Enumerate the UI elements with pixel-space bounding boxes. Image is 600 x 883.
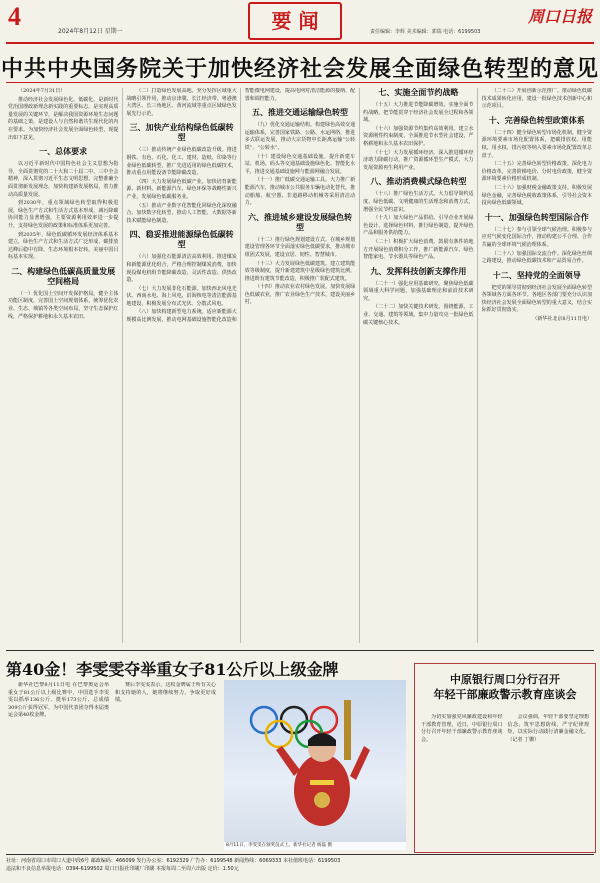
article-paragraph: （五）推动产业数字化智能化同绿色化深度融合。加快数字化转型，推动人工智能、大数据等新技术赋能绿色制造。 (126, 202, 237, 224)
article-paragraph: 到2035年，绿色低碳循环发展经济体系基本建立，绿色生产方式和生活方式广泛形成，碳排放达峰后稳中有降，生态环境根本好转，美丽中国目标基本实现。 (8, 231, 119, 261)
masthead-divider (6, 42, 594, 44)
article-paragraph: （二十二）加快关键技术研发。围绕能源、工业、交通、建筑等领域，集中力量攻克一批绿色低碳关键核心技术。 (363, 304, 474, 326)
bank-news-headline-line1: 中原银行周口分行召开 (450, 673, 560, 686)
article-paragraph: （二十八）加强国际交流合作。深化绿色丝绸之路建设，推动绿色低碳技术和产品贸易合作。 (481, 250, 592, 265)
section-heading: 六、推进城乡建设发展绿色转型 (247, 212, 352, 232)
article-paragraph: 到2030年，重点领域绿色转型取得积极进展，绿色生产方式和生活方式基本形成，减污降碳协同能力显著增强，主要资源利用效率进一步提升，支持绿色发展的政策和标准体系更加完善。 (8, 200, 119, 229)
bank-news-headline (415, 672, 595, 702)
torch-icon (344, 700, 351, 760)
editor-credits: 责任编辑：李辉 美术编辑：郭瑞 电话：6199503 (370, 29, 481, 35)
article-body (8, 88, 592, 643)
footer-printing-info: 违法和不良信息举报电话：0394-6199502 周口日报社印刷厂印刷 本报每周二至周六出版 定价：1.50元 (6, 866, 239, 872)
article-paragraph: （九）优化交通运输结构。构建绿色高效交通运输体系，完善国家铁路、公路、水运网络，推进多式联运发展，推动大宗货物中长距离运输“公转铁”、“公转水”。 (244, 122, 356, 151)
article-paragraph: （十四）推动农业农村绿色发展。加快发展绿色低碳农业，推广农业绿色生产技术，建设美丽乡村。 (244, 284, 356, 306)
article-paragraph: 以习近平新时代中国特色社会主义思想为指导，全面贯彻党的二十大和二十届二中、三中全会精神，深入贯彻习近平生态文明思想，完整准确全面贯彻新发展理念，加快构建新发展格局，着力推动高质量发展。 (8, 161, 119, 198)
main-headline: 中共中央国务院关于加快经济社会发展全面绿色转型的意见 (0, 56, 599, 82)
weightlifter-photo (224, 680, 406, 850)
article-paragraph: （二）打造绿色发展高地。充分发挥区域重大战略引领作用，推动京津冀、长江经济带、粤港澳大湾区、长三角地区、黄河流域等重点区域绿色发展先行示范。 (126, 88, 237, 117)
section-heading: 七、实施全面节约战略 (378, 88, 459, 97)
section-heading: 十一、加强绿色转型国际合作 (484, 212, 589, 222)
article-paragraph: （三）推动传统产业绿色低碳改造升级。推进钢铁、有色、石化、化工、建材、造纸、印染等行业绿色低碳转型，推广先进适用的绿色低碳技术，推动重点用能设备节能降碳改造。 (126, 147, 237, 177)
article-paragraph: （十三）大力发展绿色低碳建筑。建立建筑能效等级制度，提升新建建筑中星级绿色建筑比例，推进既有建筑节能改造，积极推广装配式建筑。 (244, 260, 356, 282)
newspaper-logo: 周口日报 (527, 7, 592, 26)
bank-news-paragraph: 为切实加强党风廉政建设和年轻干部教育管理，近日，中原银行周口分行召开年轻干部廉政警示教育座谈会。 (421, 714, 503, 743)
footer-address: 社址：河南省周口市周口大道中段6号 邮政编码：466099 发行办公室：6192329 广告办：6199548 新闻热线：6069333 本社值班电话：6199503 (6, 858, 341, 864)
intro-paragraph: （2024年7月31日） (18, 88, 66, 94)
intro-paragraph: 推动经济社会发展绿色化、低碳化，是新时代党治国理政新理念新实践的重要标志，是实现高质量发展的关键环节，是解决我国资源环境生态问题的基础之策，是建设人与自然和谐共生现代化的内在要求。为加快经济社会发展全面绿色转型，现提出如下意见。 (8, 96, 119, 141)
bank-news-headline-line2: 年轻干部廉政警示教育座谈会 (433, 688, 577, 701)
article-paragraph: （十七）大力发展循环经济。深入推进循环经济助力降碳行动，推广资源循环型生产模式，大力发展资源再生利用产业。 (363, 149, 474, 171)
masthead (0, 0, 600, 42)
gold-medal-icon (314, 792, 330, 808)
section-heading: 十、完善绿色转型政策体系 (488, 115, 585, 125)
article-paragraph: （一）优化国土空间开发保护格局。健全主体功能区制度，完善国土空间规划体系，统筹优化农业、生态、城镇等各类空间布局，坚守生态保护红线，严格保护耕地和永久基本农田。 (8, 290, 119, 320)
article-paragraph: （十）建设绿色交通基础设施。提升新建车站、机场、码头等交通基础设施绿色化、智能化水平，推进交通基础设施网与能源网融合发展。 (244, 153, 356, 175)
section-heading: 八、推动消费模式绿色转型 (370, 177, 467, 187)
headline-divider (6, 82, 594, 83)
section-heading: 九、发挥科技创新支撑作用 (370, 266, 467, 276)
article-paragraph: （十六）加强资源节约集约高效利用。建立水资源刚性约束制度，全面推进节水型社会建设，严格耕地和永久基本农田保护。 (363, 125, 474, 147)
bottom-section-divider (6, 650, 594, 651)
article-paragraph: （二十三）开展创新示范推广。推动绿色低碳技术成果转化应用，建设一批绿色技术创新中心和示范项目。 (481, 88, 592, 110)
article-paragraph: （二十）积极扩大绿色消费。鼓励有条件的地方开展绿色消费积分工作，推广新能源汽车、绿色智能家电、节水器具等绿色产品。 (363, 238, 474, 261)
article-paragraph: （七）大力发展非化石能源。加快西北风电光伏、西南水电、海上风电、沿海核电等清洁能源基地建设，积极发展分布式光伏、分散式风电。 (126, 285, 237, 307)
bank-news-paragraph: 会议强调，年轻干部要坚定理想信念，筑牢思想防线，严守纪律规矩，以实际行动践行清廉金融文化。（记者 丁姗） (507, 714, 589, 743)
section-heading: 三、加快产业结构绿色低碳转型 (129, 123, 234, 143)
section-heading: 四、稳妥推进能源绿色低碳转型 (129, 230, 234, 250)
article-paragraph: （八）加快构建新型电力系统。适应新能源大规模高比例发展，推动电网基础设施智能化改造和智能微电网建设，提高电网对清洁能源的接纳、配置和调控能力。 (126, 88, 356, 324)
section-heading: 二、构建绿色低碳高质量发展空间格局 (11, 266, 116, 286)
olympics-paragraph: 新华社巴黎8月11日电 在巴黎奥运会举重女子81公斤以上级比赛中，中国选手李雯雯以抓举136公斤、挺举173公斤、总成绩309公斤获得冠军，为中国代表团夺得本届奥运会第40枚金牌。 (8, 682, 109, 719)
photo-caption: 8月11日，李雯雯在颁奖仪式上。新华社记者 杨磊 摄 (224, 842, 406, 850)
section-heading: 五、推进交通运输绿色转型 (251, 108, 348, 118)
footer-divider (6, 854, 594, 855)
article-paragraph: （二十一）强化应用基础研究。聚焦绿色低碳领域重大科学问题，加强基础理论和前沿技术研究。 (363, 280, 474, 302)
article-paragraph: （二十五）完善绿色转型价格政策。深化电力价格改革，完善阶梯电价、分时电价政策，健全资源环境要素价格形成机制。 (481, 161, 592, 183)
article-closing: （新华社北京8月11日电） (532, 316, 592, 323)
article-paragraph: （二十四）健全绿色转型市场化机制。健全资源环境要素市场化配置体系，把碳排放权、用能权、用水权、排污权等纳入要素市场化配置改革总盘子。 (481, 129, 592, 159)
olympics-headline: 第40金！李雯雯夺举重女子81公斤以上级金牌 (6, 660, 339, 679)
issue-date: 2024年8月12日 星期一 (58, 28, 123, 35)
page-number: 4 (8, 2, 21, 31)
footer (6, 857, 594, 873)
bank-news-box (414, 663, 596, 853)
section-title: 要 闻 (248, 2, 342, 40)
article-paragraph: （二十六）加强财税金融政策支持。积极发展绿色金融，完善绿色税收政策体系，引导社会资本投向绿色低碳领域。 (481, 184, 592, 207)
section-heading: 十二、坚持党的全面领导 (492, 270, 581, 280)
article-paragraph: （十八）推广绿色生活方式。大力倡导简约适度、绿色低碳、文明健康的生活理念和消费方式，增强全民节约意识。 (363, 191, 474, 213)
olympics-article (8, 682, 216, 850)
article-paragraph: （十九）加大绿色产品供给。引导企业开展绿色设计、选择绿色材料、推行绿色制造，提升绿色产品和服务供给能力。 (363, 215, 474, 237)
olympic-rings-backdrop (224, 680, 406, 850)
article-paragraph: （二十七）参与引领全球气候治理。积极参与应对气候变化国际合作，推动构建公平合理、合作共赢的全球环境气候治理体系。 (481, 226, 592, 248)
section-heading: 一、总体要求 (39, 147, 88, 157)
bank-news-article (421, 714, 589, 846)
article-paragraph: （十二）推行绿色规划建设方式。在城乡规划建设管理各环节全面落实绿色低碳要求，推动城市组团式发展，建设宜居、韧性、智慧城市。 (244, 236, 356, 258)
article-paragraph: （四）大力发展绿色低碳产业。加快培育新能源、新材料、新能源汽车、绿色环保等战略性新兴产业，发展绿色低碳服务业。 (126, 178, 237, 200)
article-paragraph: （六）加强化石能源清洁高效利用。推进煤炭和新能源优化组合，严格合理控制煤炭消费，加快现役煤电机组节能降碳改造、灵活性改造、供热改造。 (126, 254, 237, 284)
olympics-paragraph: 赛后李雯雯表示，这枚金牌属于所有关心和支持她的人，她将继续努力，争取更好成绩。 (115, 682, 216, 704)
article-paragraph: （十五）大力推进节能降碳增效。实施全面节约战略，把节能贯穿于经济社会发展全过程和各领域。 (363, 102, 474, 124)
article-paragraph: 把党的领导贯彻到经济社会发展全面绿色转型各领域各方面各环节。各地区各部门要充分认识加快经济社会发展全面绿色转型的重大意义，结合实际抓好贯彻落实。 (481, 284, 592, 314)
article-paragraph: （十一）推广低碳交通运输工具。大力推广新能源汽车，推动城市公共服务车辆电动化替代，推动船舶、航空器、非道路移动机械等采用清洁动力。 (244, 177, 356, 207)
